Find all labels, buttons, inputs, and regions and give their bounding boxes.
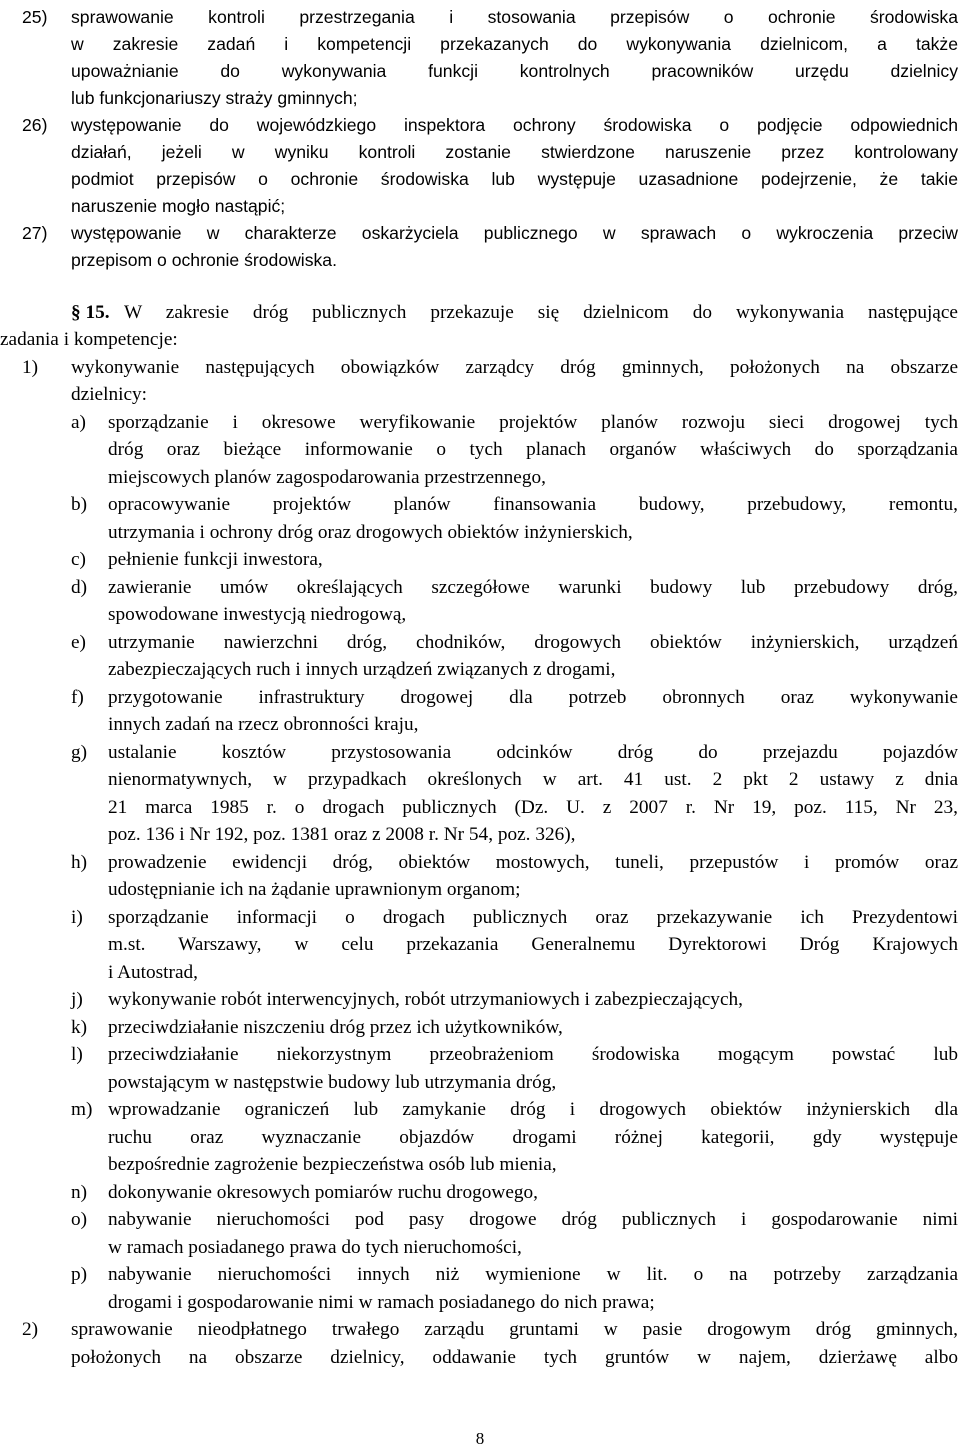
- subitem-line: [0, 601, 960, 628]
- list-item-text: występowanie do wojewódzkiego inspektora ochrony środowiska o podjęcie odpowiednich: [71, 115, 958, 135]
- list-item-line: [0, 247, 960, 274]
- subitem-line: [0, 436, 960, 463]
- section-number: § 15.: [71, 302, 110, 323]
- subitem-line: [0, 739, 960, 766]
- subitem-line: [0, 1234, 960, 1261]
- subitem-letter: o): [71, 1209, 88, 1230]
- subitem-text: 21 marca 1985 r. o drogach publicznych (Dz. U. z 2007 r. Nr 19, poz. 115, Nr 23,: [108, 797, 958, 818]
- subitem-line: [0, 766, 960, 793]
- subitem-line: [0, 1261, 960, 1288]
- section-intro-text: zadania i kompetencje:: [0, 329, 178, 350]
- subitem-text: wprowadzanie ograniczeń lub zamykanie dróg i drogowych obiektów inżynierskich dla: [108, 1099, 958, 1120]
- subitem-text: pełnienie funkcji inwestora,: [108, 549, 323, 570]
- list-item-text: występowanie w charakterze oskarżyciela publicznego w sprawach o wykroczenia przeciw: [71, 223, 958, 243]
- subitem-text: ustalanie kosztów przystosowania odcinków dróg do przejazdu pojazdów: [108, 742, 958, 763]
- subitem-line: [0, 711, 960, 738]
- subitem-text: prowadzenie ewidencji dróg, obiektów mostowych, tuneli, przepustów i promów oraz: [108, 852, 958, 873]
- subitem-line: [0, 1179, 960, 1206]
- subitem-letter: i): [71, 907, 83, 928]
- subitem-line: [0, 876, 960, 903]
- point-line: [0, 381, 960, 408]
- section-intro-text: W zakresie dróg publicznych przekazuje się dzielnicom do wykonywania następujące: [124, 302, 958, 323]
- subitem-text: nienormatywnych, w przypadkach określonych w art. 41 ust. 2 pkt 2 ustawy z dnia: [108, 769, 958, 790]
- subitem-line: [0, 684, 960, 711]
- subitem-text: udostępnianie ich na żądanie uprawnionym organom;: [108, 879, 521, 900]
- subitem-letter: d): [71, 577, 88, 598]
- point-number: 2): [22, 1319, 39, 1340]
- list-item-line: [0, 58, 960, 85]
- list-item-text: naruszenie mogło nastąpić;: [71, 196, 286, 216]
- subitem-line: [0, 959, 960, 986]
- list-item-line: [0, 220, 960, 247]
- subitem-letter: a): [71, 412, 86, 433]
- list-item-text: podmiot przepisów o ochronie środowiska lub występuje uzasadnione podejrzenie, że takie: [71, 169, 958, 189]
- subitem-line: [0, 1124, 960, 1151]
- subitem-line: [0, 409, 960, 436]
- subitem-line: [0, 491, 960, 518]
- subitem-text: dróg oraz bieżące informowanie o tych planach organów właściwych do sporządzania: [108, 439, 958, 460]
- subitem-letter: n): [71, 1182, 88, 1203]
- subitem-letter: j): [71, 989, 83, 1010]
- subitem-line: [0, 1206, 960, 1233]
- list-item-line: [0, 85, 960, 112]
- point-line: [0, 1316, 960, 1343]
- subitem-text: i Autostrad,: [108, 962, 198, 983]
- list-item-line: [0, 193, 960, 220]
- subitem-letter: b): [71, 494, 88, 515]
- subitem-letter: l): [71, 1044, 83, 1065]
- point-text: położonych na obszarze dzielnicy, oddawanie tych gruntów w najem, dzierżawę albo: [71, 1347, 958, 1368]
- list-item-number: 25): [22, 7, 48, 27]
- subitem-letter: g): [71, 742, 88, 763]
- list-item-text: przepisom o ochronie środowiska.: [71, 250, 337, 270]
- subitem-text: utrzymanie nawierzchni dróg, chodników, drogowych obiektów inżynierskich, urządzeń: [108, 632, 958, 653]
- subitem-line: [0, 464, 960, 491]
- subitem-text: poz. 136 i Nr 192, poz. 1381 oraz z 2008 r. Nr 54, poz. 326),: [108, 824, 576, 845]
- subitem-line: [0, 849, 960, 876]
- list-item-text: w zakresie zadań i kompetencji przekazanych do wykonywania dzielnicom, a także: [71, 34, 958, 54]
- subitem-letter: m): [71, 1099, 93, 1120]
- point-text: wykonywanie następujących obowiązków zarządcy dróg gminnych, położonych na obszarze: [71, 357, 958, 378]
- subitem-line: [0, 574, 960, 601]
- list-item-text: działań, jeżeli w wyniku kontroli zostanie stwierdzone naruszenie przez kontrolowany: [71, 142, 958, 162]
- subitem-line: [0, 1014, 960, 1041]
- subitem-text: bezpośrednie zagrożenie bezpieczeństwa osób lub mienia,: [108, 1154, 557, 1175]
- list-item-number: 26): [22, 115, 48, 135]
- subitem-text: m.st. Warszawy, w celu przekazania Generalnemu Dyrektorowi Dróg Krajowych: [108, 934, 958, 955]
- subitem-text: sporządzanie informacji o drogach publicznych oraz przekazywanie ich Prezydentowi: [108, 907, 958, 928]
- point-line: [0, 1344, 960, 1371]
- list-item-line: [0, 139, 960, 166]
- subitem-text: przeciwdziałanie niekorzystnym przeobrażeniom środowiska mogącym powstać lub: [108, 1044, 958, 1065]
- subitem-line: [0, 1041, 960, 1068]
- subitem-letter: c): [71, 549, 86, 570]
- subitem-line: [0, 1096, 960, 1123]
- point-number: 1): [22, 357, 39, 378]
- subitem-letter: k): [71, 1017, 88, 1038]
- subitem-letter: f): [71, 687, 84, 708]
- subitem-line: [0, 986, 960, 1013]
- subitem-letter: e): [71, 632, 86, 653]
- list-item-text: sprawowanie kontroli przestrzegania i stosowania przepisów o ochronie środowiska: [71, 7, 958, 27]
- subitem-letter: p): [71, 1264, 88, 1285]
- subitem-line: [0, 821, 960, 848]
- subitem-text: miejscowych planów zagospodarowania przestrzennego,: [108, 467, 546, 488]
- list-item-line: [0, 166, 960, 193]
- subitem-line: [0, 904, 960, 931]
- subitem-text: wykonywanie robót interwencyjnych, robót utrzymaniowych i zabezpieczających,: [108, 989, 743, 1010]
- subitem-text: zawieranie umów określających szczegółowe warunki budowy lub przebudowy dróg,: [108, 577, 958, 598]
- subitem-text: innych zadań na rzecz obronności kraju,: [108, 714, 419, 735]
- subitem-line: [0, 1151, 960, 1178]
- page-number: 8: [475, 1429, 485, 1448]
- subitem-line: [0, 1289, 960, 1316]
- subitem-text: spowodowane inwestycją niedrogową,: [108, 604, 407, 625]
- subitem-text: zabezpieczających ruch i innych urządzeń związanych z drogami,: [108, 659, 616, 680]
- point-line: [0, 354, 960, 381]
- subitem-text: dokonywanie okresowych pomiarów ruchu drogowego,: [108, 1182, 538, 1203]
- subitem-line: [0, 931, 960, 958]
- list-item-text: lub funkcjonariuszy straży gminnych;: [71, 88, 358, 108]
- list-item-line: [0, 112, 960, 139]
- list-item-line: [0, 4, 960, 31]
- list-item-line: [0, 31, 960, 58]
- subitem-text: nabywanie nieruchomości pod pasy drogowe dróg publicznych i gospodarowanie nimi: [108, 1209, 958, 1230]
- subitem-text: opracowywanie projektów planów finansowania budowy, przebudowy, remontu,: [108, 494, 958, 515]
- section-intro-line: [0, 326, 960, 353]
- subitem-text: przeciwdziałanie niszczeniu dróg przez ich użytkowników,: [108, 1017, 563, 1038]
- subitem-text: w ramach posiadanego prawa do tych nieruchomości,: [108, 1237, 522, 1258]
- subitem-text: sporządzanie i okresowe weryfikowanie projektów planów rozwoju sieci drogowej tych: [108, 412, 958, 433]
- subitem-letter: h): [71, 852, 88, 873]
- point-text: dzielnicy:: [71, 384, 148, 405]
- subitem-line: [0, 546, 960, 573]
- subitem-line: [0, 1069, 960, 1096]
- list-item-number: 27): [22, 223, 48, 243]
- subitem-line: [0, 629, 960, 656]
- subitem-text: ruchu oraz wyznaczanie objazdów drogami różnej kategorii, gdy występuje: [108, 1127, 958, 1148]
- list-item-text: upoważnianie do wykonywania funkcji kontrolnych pracowników urzędu dzielnicy: [71, 61, 958, 81]
- subitem-text: drogami i gospodarowanie nimi w ramach posiadanego do nich prawa;: [108, 1292, 655, 1313]
- section-15-heading-line: [0, 299, 960, 326]
- subitem-line: [0, 656, 960, 683]
- subitem-text: przygotowanie infrastruktury drogowej dla potrzeb obronnych oraz wykonywanie: [108, 687, 958, 708]
- subitem-line: [0, 519, 960, 546]
- subitem-text: utrzymania i ochrony dróg oraz drogowych obiektów inżynierskich,: [108, 522, 633, 543]
- subitem-line: [0, 794, 960, 821]
- subitem-text: nabywanie nieruchomości innych niż wymienione w lit. o na potrzeby zarządzania: [108, 1264, 958, 1285]
- point-text: sprawowanie nieodpłatnego trwałego zarządu gruntami w pasie drogowym dróg gminnych,: [71, 1319, 958, 1340]
- subitem-text: powstającym w następstwie budowy lub utrzymania dróg,: [108, 1072, 557, 1093]
